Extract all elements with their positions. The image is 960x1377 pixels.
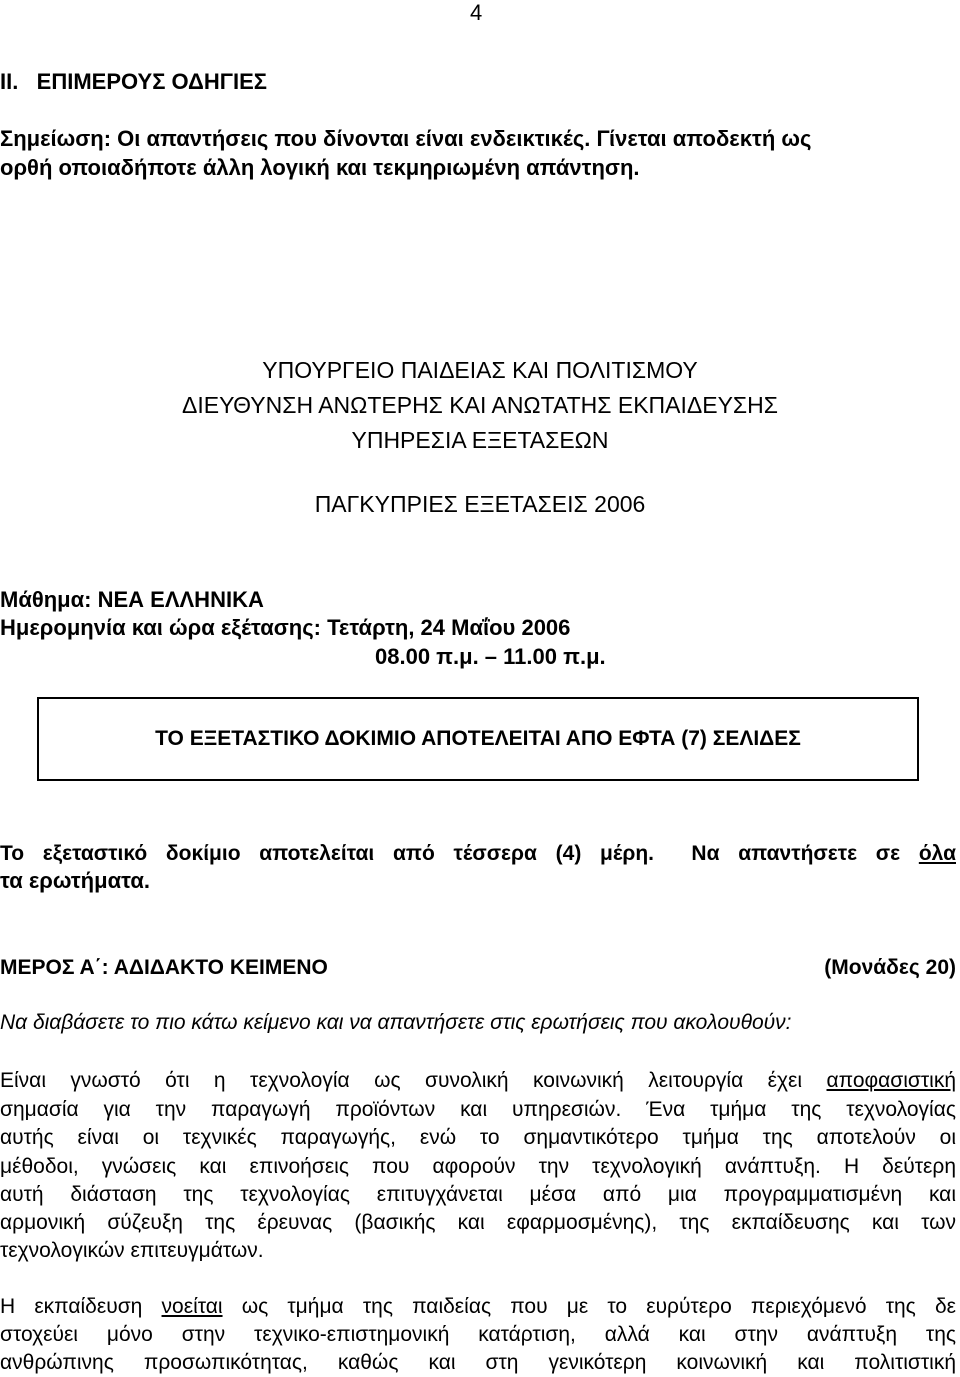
service-title: ΥΠΗΡΕΣΙΑ ΕΞΕΤΑΣΕΩΝ	[351, 427, 609, 453]
paragraph-1-line-1-text: Είναι γνωστό ότι η τεχνολογία ως συνολική κοινωνική λειτουργία έχει	[0, 1069, 827, 1092]
paragraph-1-line-4: μέθοδοι, γνώσεις και επινοήσεις που αφορούν την τεχνολογική ανάπτυξη. Η δεύτερη	[0, 1155, 956, 1178]
exam-subject: Μάθημα: ΝΕΑ ΕΛΛΗΝΙΚΑ	[0, 587, 264, 612]
paragraph-1-underlined-word: αποφασιστική	[826, 1069, 956, 1092]
page-count-notice-text: ΤΟ ΕΞΕΤΑΣΤΙΚΟ ΔΟΚΙΜΙΟ ΑΠΟΤΕΛΕΙΤΑΙ ΑΠΟ ΕΦΤΑ (7) ΣΕΛΙΔΕΣ	[155, 727, 801, 750]
part-a-points: (Μονάδες 20)	[824, 956, 956, 979]
structure-all-underlined: όλα	[918, 842, 956, 865]
ministry-title: ΥΠΟΥΡΓΕΙΟ ΠΑΙΔΕΙΑΣ ΚΑΙ ΠΟΛΙΤΙΣΜΟΥ	[262, 357, 698, 383]
exam-time: 08.00 π.μ. – 11.00 π.μ.	[375, 644, 606, 669]
paragraph-1-line-2: σημασία για την παραγωγή προϊόντων και υπηρεσιών. Ένα τμήμα της τεχνολογίας	[0, 1098, 956, 1121]
paragraph-2-line-2: στοχεύει μόνο στην τεχνικο-επιστημονική κατάρτιση, αλλά και στην ανάπτυξη της	[0, 1323, 956, 1346]
part-a-instruction: Να διαβάσετε το πιο κάτω κείμενο και να απαντήσετε στις ερωτήσεις που ακολουθούν:	[0, 1011, 792, 1034]
part-a-title: ΜΕΡΟΣ Α΄: ΑΔΙΔΑΚΤΟ ΚΕΙΜΕΝΟ	[0, 956, 328, 979]
note-line-1: Σημείωση: Οι απαντήσεις που δίνονται είναι ενδεικτικές. Γίνεται αποδεκτή ως	[0, 126, 812, 151]
exam-date: Ημερομηνία και ώρα εξέτασης: Τετάρτη, 24 Μαΐου 2006	[0, 615, 571, 640]
section-heading: II. ΕΠΙΜΕΡΟΥΣ ΟΔΗΓΙΕΣ	[0, 69, 267, 94]
paragraph-2-line-3: ανθρώπινης προσωπικότητας, καθώς και στη γενικότερη κοινωνική και πολιτιστική	[0, 1351, 956, 1374]
paragraph-1-line-3: αυτής είναι οι τεχνικές παραγωγής, ενώ το σημαντικότερο τμήμα της αποτελούν οι	[0, 1126, 956, 1149]
directorate-title: ΔΙΕΥΘΥΝΣΗ ΑΝΩΤΕΡΗΣ ΚΑΙ ΑΝΩΤΑΤΗΣ ΕΚΠΑΙΔΕΥΣΗΣ	[182, 392, 778, 418]
structure-line-2: τα ερωτήματα.	[0, 868, 150, 893]
structure-line-1	[0, 840, 956, 868]
paragraph-2-line-1-pre: Η εκπαίδευση	[0, 1295, 162, 1318]
paragraph-1-line-1	[0, 1067, 956, 1095]
structure-line-1-text: Το εξεταστικό δοκίμιο αποτελείται από τέσσερα (4) μέρη. Να απαντήσετε σε	[0, 842, 919, 865]
paragraph-2-underlined-word: νοείται	[161, 1295, 223, 1318]
exams-title: ΠΑΓΚΥΠΡΙΕΣ ΕΞΕΤΑΣΕΙΣ 2006	[314, 491, 646, 517]
paragraph-2-line-1-post: ως τμήμα της παιδείας που με το ευρύτερο περιεχόμενό της δε	[222, 1295, 956, 1318]
page-count-notice-box	[37, 697, 919, 781]
paragraph-1-line-7: τεχνολογικών επιτευγμάτων.	[0, 1239, 264, 1262]
page-number: 4	[470, 0, 483, 25]
paragraph-1-line-5: αυτή διάσταση της τεχνολογίας επιτυγχάνεται μέσα από μια προγραμματισμένη και	[0, 1183, 956, 1206]
paragraph-2-line-1	[0, 1293, 956, 1321]
note-line-2: ορθή οποιαδήποτε άλλη λογική και τεκμηριωμένη απάντηση.	[0, 155, 640, 180]
paragraph-1-line-6: αρμονική σύζευξη της έρευνας (βασικής και εφαρμοσμένης), της εκπαίδευσης και των	[0, 1211, 956, 1234]
